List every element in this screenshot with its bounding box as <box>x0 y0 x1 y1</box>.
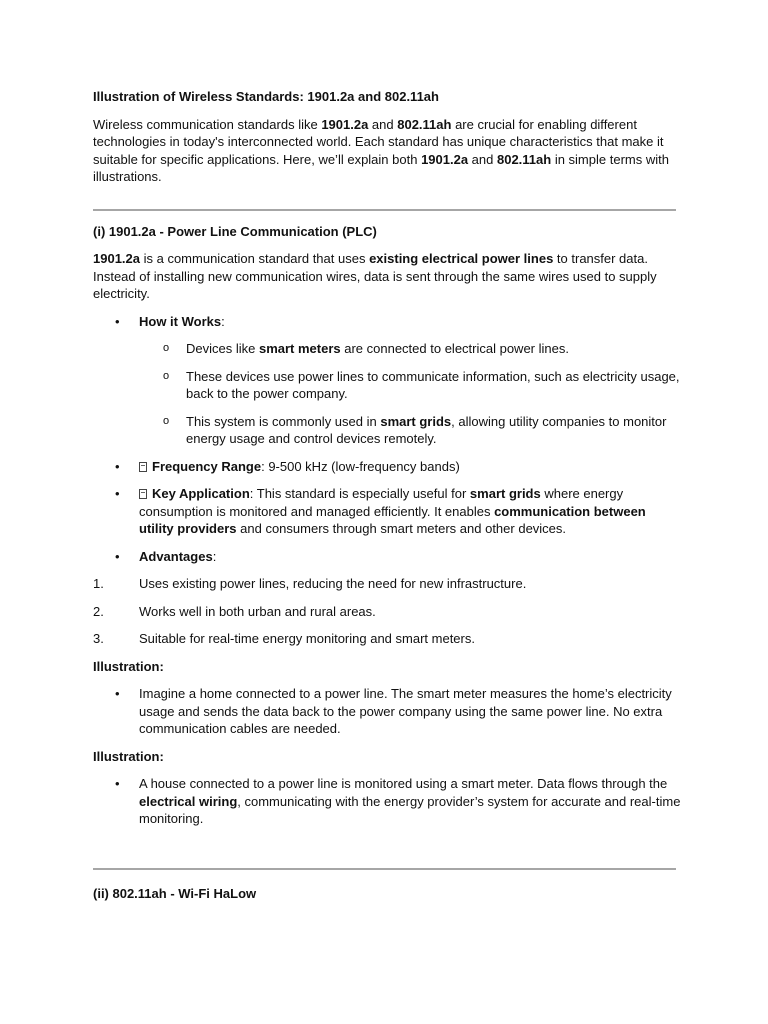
numbered-item <box>93 603 683 621</box>
key-application-bold: smart grids <box>469 486 541 501</box>
document-title: Illustration of Wireless Standards: 1901.2a and 802.11ah <box>93 89 439 104</box>
intro-text: Wireless communication standards like <box>93 116 322 132</box>
desc-text: to transfer data. Instead of installing new communication wires, data is sent through the same wires used to supply electricity. <box>93 251 657 301</box>
section-heading-80211ah: (ii) 802.11ah - Wi-Fi HaLow <box>93 885 257 901</box>
illustration-item <box>93 685 683 738</box>
illustration-text: , communicating with the energy provider’s system for accurate and real-time monitoring. <box>139 793 681 826</box>
sub-item-text: These devices use power lines to communicate information, such as electricity usage, back to the power company. <box>186 368 680 401</box>
illustration-label: Illustration: <box>93 748 164 764</box>
intro-paragraph <box>93 116 683 186</box>
advantages-colon: : <box>212 548 217 564</box>
key-application-label: Key Application <box>152 486 250 501</box>
intro-bold: 802.11ah <box>397 116 452 132</box>
how-colon: : <box>221 313 225 329</box>
numbered-item <box>93 630 683 648</box>
advantages-item <box>93 548 683 566</box>
numbered-item-text: Uses existing power lines, reducing the need for new infrastructure. <box>139 576 527 591</box>
frequency-range-item <box>93 458 683 476</box>
numbered-item-text: Works well in both urban and rural areas. <box>139 603 376 619</box>
item-number: 1. <box>93 576 104 591</box>
bullet-icon: • <box>115 486 120 501</box>
item-number: 2. <box>93 603 104 619</box>
circle-bullet-icon: o <box>163 369 170 382</box>
circle-bullet-icon: o <box>163 342 170 354</box>
bullet-icon: • <box>115 313 120 329</box>
intro-bold: 1901.2a <box>321 116 369 132</box>
sub-list-item <box>139 413 683 448</box>
how-it-works-sublist <box>139 340 683 448</box>
desc-bold: existing electrical power lines <box>369 251 554 266</box>
key-application-text: : This standard is especially useful for <box>249 486 470 501</box>
section-heading-1901: (i) 1901.2a - Power Line Communication (PLC) <box>93 223 377 239</box>
sub-list-item <box>139 368 683 403</box>
missing-glyph-icon <box>139 489 147 499</box>
frequency-range-label: Frequency Range <box>152 458 262 474</box>
intro-text: in simple terms with illustrations. <box>93 151 669 184</box>
key-application-text: and consumers through smart meters and other devices. <box>236 521 567 536</box>
sub-item-text: Devices like <box>186 341 259 356</box>
how-it-works-item <box>93 313 683 448</box>
advantages-label: Advantages <box>139 548 213 564</box>
advantages-numbered-list <box>93 575 683 648</box>
horizontal-divider <box>93 209 676 211</box>
sub-list-item <box>139 340 683 358</box>
intro-text: and <box>368 116 398 132</box>
bullet-icon: • <box>115 458 120 474</box>
illustration-bold: electrical wiring <box>139 793 238 809</box>
how-it-works-label: How it Works <box>139 313 222 329</box>
intro-bold: 802.11ah <box>496 151 552 167</box>
key-application-item <box>93 485 683 538</box>
sub-item-bold: smart grids <box>380 413 452 429</box>
frequency-range-text: : 9-500 kHz (low-frequency bands) <box>261 458 460 474</box>
sub-item-bold: smart meters <box>258 341 341 356</box>
numbered-item-text: Suitable for real-time energy monitoring and smart meters. <box>139 631 475 646</box>
horizontal-divider <box>93 868 676 870</box>
intro-bold: 1901.2a <box>421 151 469 167</box>
illustration-text: Imagine a home connected to a power line. The smart meter measures the home’s electricity usage and sends the data back to the power company using the same power line. No extra communication cables are needed. <box>139 686 672 736</box>
circle-bullet-icon: o <box>163 414 170 427</box>
sub-item-text: This system is commonly used in <box>186 413 381 429</box>
numbered-item <box>93 575 683 593</box>
missing-glyph-icon <box>139 462 147 472</box>
bullet-icon: • <box>115 776 120 791</box>
item-number: 3. <box>93 631 104 646</box>
bullet-icon: • <box>115 548 120 564</box>
document-content <box>93 88 683 912</box>
sub-item-text: , allowing utility companies to monitor energy usage and control devices remotely. <box>186 413 667 446</box>
section1-bullet-list <box>93 313 683 566</box>
intro-text: are crucial for enabling different technologies in today's interconnected world. Each standard has unique characteristics that make it suitable for specific applications. Here, we’ll explain both <box>93 116 664 167</box>
desc-text: is a communication standard that uses <box>140 251 370 266</box>
illustration-text: A house connected to a power line is monitored using a smart meter. Data flows through the <box>139 776 668 791</box>
sub-item-text: are connected to electrical power lines. <box>340 341 569 356</box>
desc-bold: 1901.2a <box>93 251 140 266</box>
bullet-icon: • <box>115 686 120 701</box>
section1-description <box>93 250 683 303</box>
illustration-list <box>93 685 683 738</box>
illustration-item <box>93 775 683 828</box>
key-application-text: where energy consumption is monitored and managed efficiently. It enables <box>139 486 624 519</box>
illustration-label: Illustration: <box>93 658 164 674</box>
intro-text: and <box>468 151 497 167</box>
key-application-bold: communication between utility providers <box>139 503 646 536</box>
illustration-list <box>93 775 683 828</box>
